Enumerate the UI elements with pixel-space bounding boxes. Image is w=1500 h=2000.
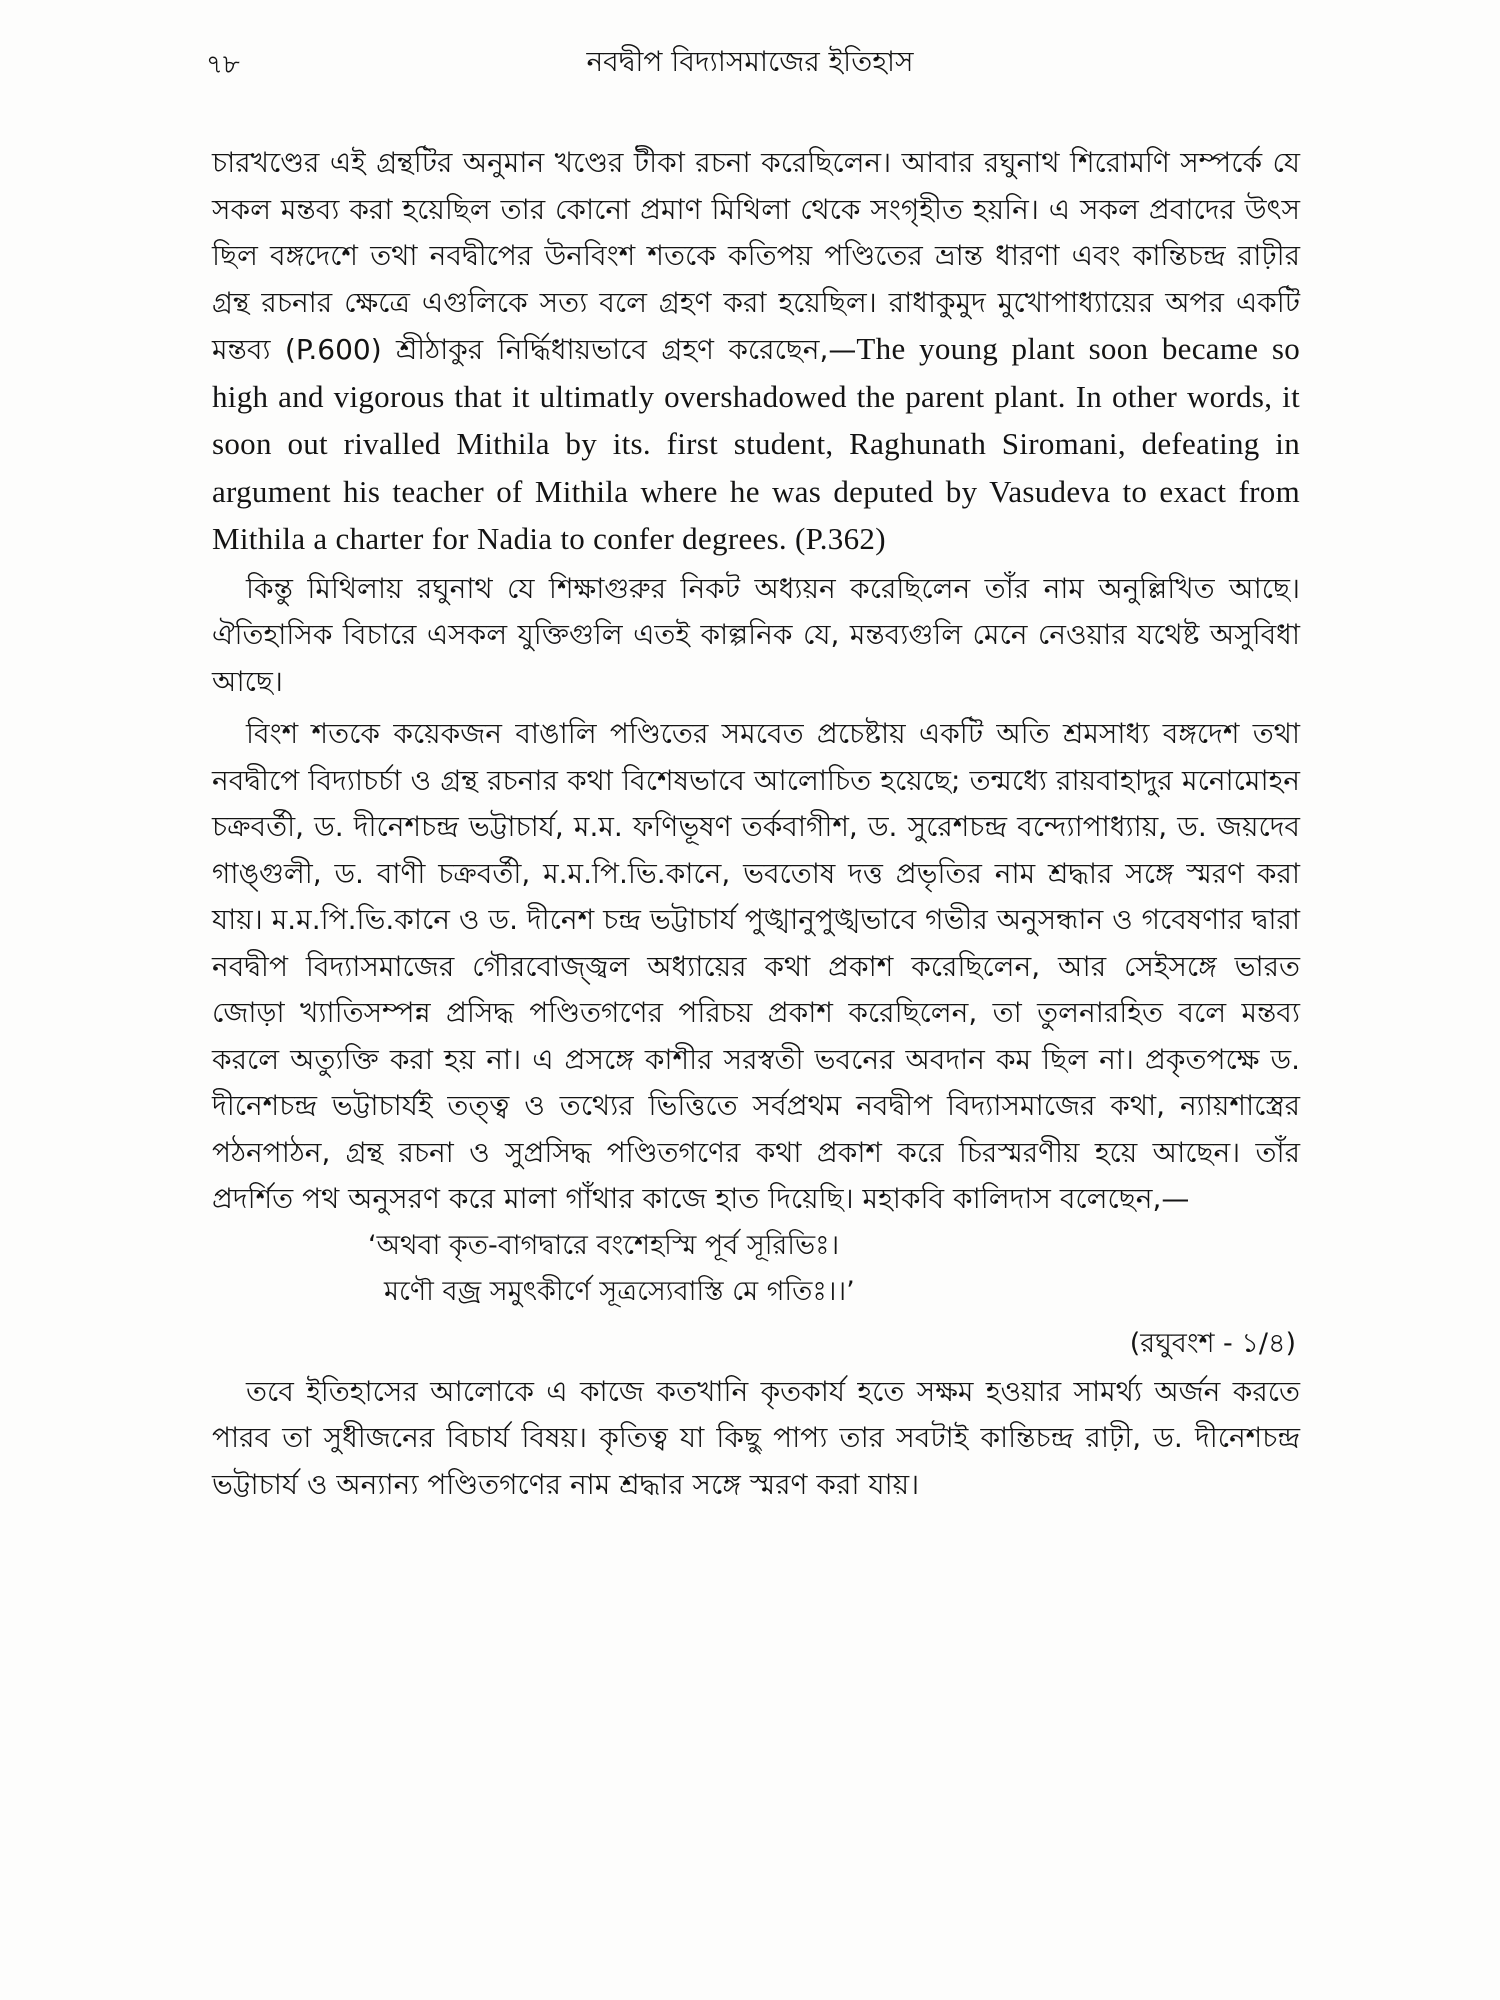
verse-line-2: মণৌ বজ্র সমুৎকীর্ণে সূত্রস্যেবাস্তি মে গতিঃ।।’ (384, 1275, 855, 1307)
body-text (212, 140, 1300, 1508)
verse-line-1: ‘অথবা কৃত-বাগদ্বারে বংশেহস্মি পূর্ব সূরিভিঃ। (368, 1229, 840, 1261)
english-quotation: The young plant soon became so high and vigorous that it ultimatly overshadowed the parent plant. In other words, it soon out rivalled Mithila by its. first student, Raghunath Siromani, defeating in argument his teacher of Mithila where he was deputed by Vasudeva to exact from Mithila a charter for Nadia to confer degrees. (P.362) (212, 331, 1300, 556)
running-title: নবদ্বীপ বিদ্যাসমাজের ইতিহাস (586, 45, 914, 78)
page-number: ৭৮ (206, 50, 240, 80)
paragraph-3: বিংশ শতকে কয়েকজন বাঙালি পণ্ডিতের সমবেত প্রচেষ্টায় একটি অতি শ্রমসাধ্য বঙ্গদেশ তথা নবদ্বীপে বিদ্যাচর্চা ও গ্রন্থ রচনার কথা বিশেষভাবে আলোচিত হয়েছে; তন্মধ্যে রায়বাহাদুর মনোমোহন চক্রবর্তী, ড. দীনেশচন্দ্র ভট্টাচার্য, ম.ম. ফণিভূষণ তর্কবাগীশ, ড. সুরেশচন্দ্র বন্দ্যোপাধ্যায়, ড. জয়দেব গাঙ্গুলী, ড. বাণী চক্রবর্তী, ম.ম.পি.ভি.কানে, ভবতোষ দত্ত প্রভৃতির নাম শ্রদ্ধার সঙ্গে স্মরণ করা যায়। ম.ম.পি.ভি.কানে ও ড. দীনেশ চন্দ্র ভট্টাচার্য পুঙ্খানুপুঙ্খভাবে গভীর অনুসন্ধান ও গবেষণার দ্বারা নবদ্বীপ বিদ্যাসমাজের গৌরবোজ্জ্বল অধ্যায়ের কথা প্রকাশ করেছিলেন, আর সেইসঙ্গে ভারত জোড়া খ্যাতিসম্পন্ন প্রসিদ্ধ পণ্ডিতগণের পরিচয় প্রকাশ করেছিলেন, তা তুলনারহিত বলে মন্তব্য করলে অত্যুক্তি করা হয় না। এ প্রসঙ্গে কাশীর সরস্বতী ভবনের অবদান কম ছিল না। প্রকৃতপক্ষে ড. দীনেশচন্দ্র ভট্টাচার্যই তত্ত্ব ও তথ্যের ভিত্তিতে সর্বপ্রথম নবদ্বীপ বিদ্যাসমাজের কথা, ন্যায়শাস্ত্রের পঠনপাঠন, গ্রন্থ রচনা ও সুপ্রসিদ্ধ পণ্ডিতগণের কথা প্রকাশ করে চিরস্মরণীয় হয়ে আছেন। তাঁর প্রদর্শিত পথ অনুসরণ করে মালা গাঁথার কাজে হাত দিয়েছি। মহাকবি কালিদাস বলেছেন,— (212, 717, 1300, 1215)
paragraph-4: তবে ইতিহাসের আলোকে এ কাজে কতখানি কৃতকার্য হতে সক্ষম হওয়ার সামর্থ্য অর্জন করতে পারব তা সুধীজনের বিচার্য বিষয়। কৃতিত্ব যা কিছু পাপ্য তার সবটাই কান্তিচন্দ্র রাঢ়ী, ড. দীনেশচন্দ্র ভট্টাচার্য ও অন্যান্য পণ্ডিতগণের নাম শ্রদ্ধার সঙ্গে স্মরণ করা যায়। (212, 1374, 1300, 1501)
paragraph-1-bengali: চারখণ্ডের এই গ্রন্থটির অনুমান খণ্ডের টীকা রচনা করেছিলেন। আবার রঘুনাথ শিরোমণি সম্পর্কে যে সকল মন্তব্য করা হয়েছিল তার কোনো প্রমাণ মিথিলা থেকে সংগৃহীত হয়নি। এ সকল প্রবাদের উৎস ছিল বঙ্গদেশে তথা নবদ্বীপের উনবিংশ শতকে কতিপয় পণ্ডিতের ভ্রান্ত ধারণা এবং কান্তিচন্দ্র রাঢ়ীর গ্রন্থ রচনার ক্ষেত্রে এগুলিকে সত্য বলে গ্রহণ করা হয়েছিল। রাধাকুমুদ মুখোপাধ্যায়ের অপর একটি মন্তব্য (P.600) শ্রীঠাকুর নির্দ্ধিধায়ভাবে গ্রহণ করেছেন,— (212, 146, 1300, 366)
paragraph-2: কিন্তু মিথিলায় রঘুনাথ যে শিক্ষাগুরুর নিকট অধ্যয়ন করেছিলেন তাঁর নাম অনুল্লিখিত আছে। ঐতিহাসিক বিচারে এসকল যুক্তিগুলি এতই কাল্পনিক যে, মন্তব্যগুলি মেনে নেওয়ার যথেষ্ট অসুবিধা আছে। (212, 571, 1300, 698)
paragraph-1 (212, 140, 1300, 564)
verse-citation: (রঘুবংশ - ১/৪) (1129, 1327, 1296, 1359)
sanskrit-verse (368, 1223, 1300, 1315)
